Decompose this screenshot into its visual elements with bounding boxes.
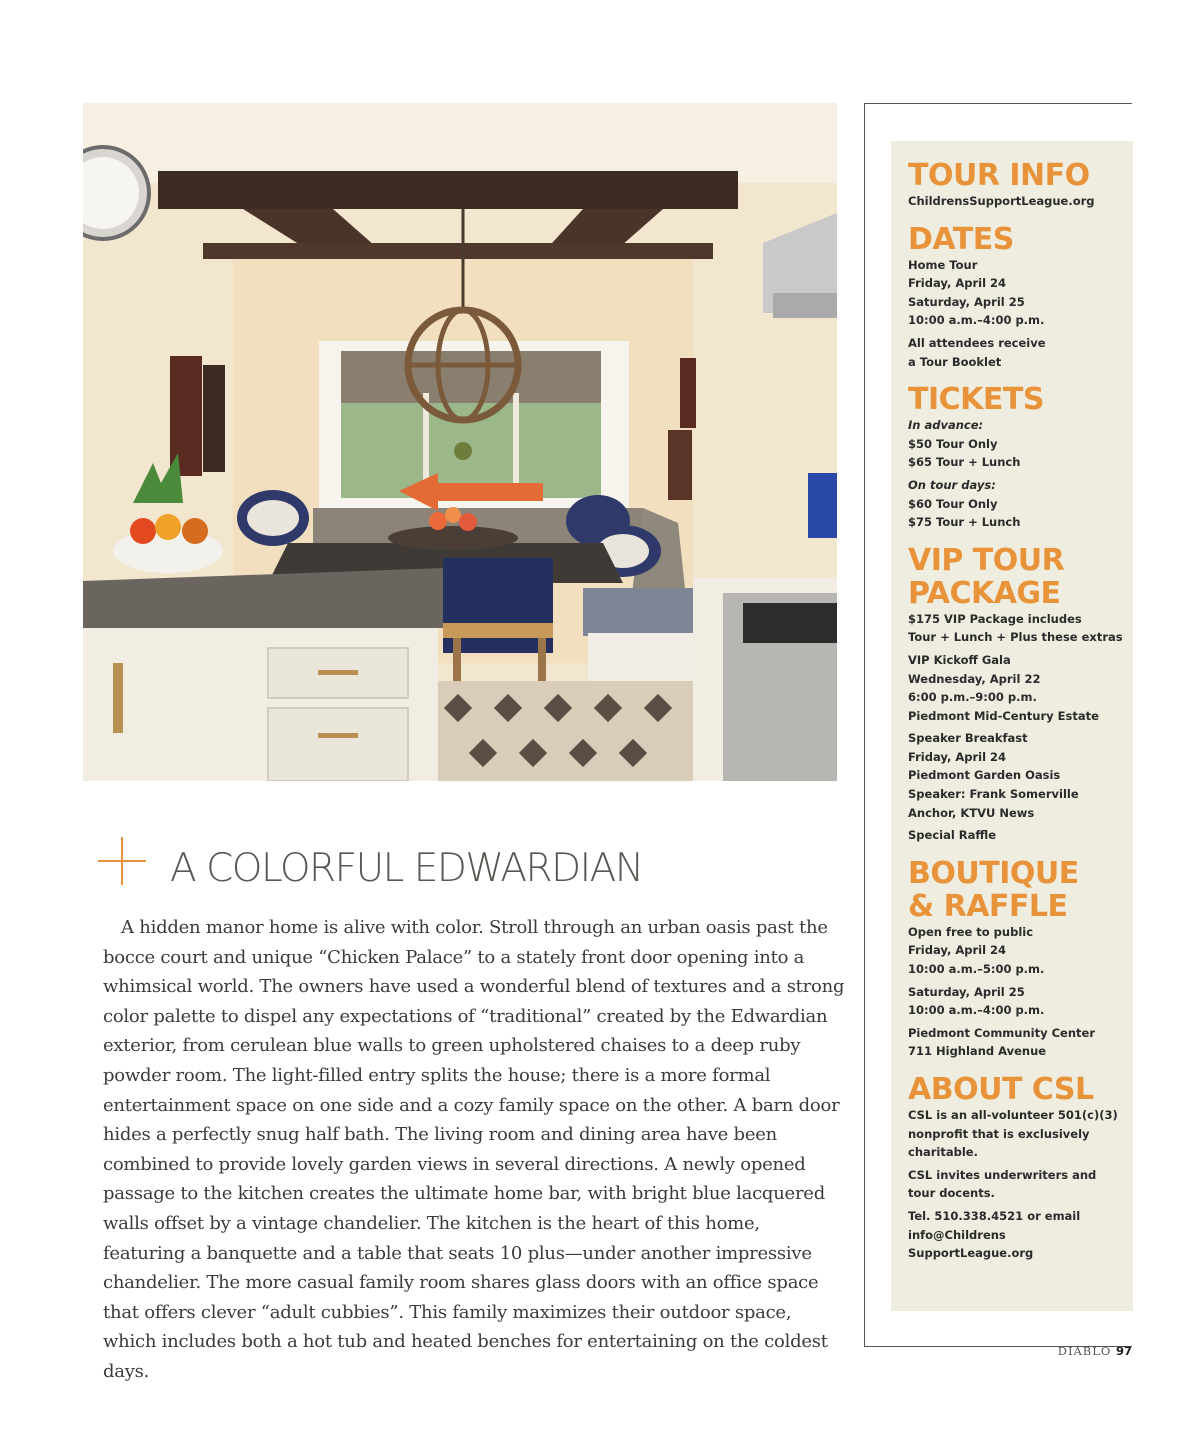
vip-gala-3: 6:00 p.m.–9:00 p.m.: [908, 690, 1037, 705]
dates-day-1: Friday, April 24: [908, 276, 1007, 291]
tickets-advance-2: $65 Tour + Lunch: [908, 455, 1021, 470]
about-line-b1: CSL invites underwriters and: [908, 1167, 1097, 1182]
tour-info-section: [908, 159, 1123, 211]
tour-info-sidebar: [891, 141, 1133, 1311]
dates-note-2: a Tour Booklet: [908, 354, 1002, 369]
about-line-a2: nonprofit that is exclusively: [908, 1126, 1090, 1141]
vip-gala-2: Wednesday, April 22: [908, 671, 1041, 686]
kitchen-illustration: [83, 103, 837, 781]
dates-day-2: Saturday, April 25: [908, 294, 1025, 309]
vip-heading-line-2: PACKAGE: [908, 575, 1061, 611]
vip-gala-1: VIP Kickoff Gala: [908, 652, 1011, 667]
tickets-advance-1: $50 Tour Only: [908, 436, 998, 451]
about-line-a3: charitable.: [908, 1145, 978, 1160]
boutique-line-1: Open free to public: [908, 924, 1034, 939]
tour-info-heading: TOUR INFO: [908, 158, 1090, 193]
dates-hours: 10:00 a.m.–4:00 p.m.: [908, 313, 1045, 328]
about-contact-email-2[interactable]: SupportLeague.org: [908, 1246, 1034, 1261]
about-line-b2: tour docents.: [908, 1186, 995, 1201]
boutique-heading-line-1: BOUTIQUE: [908, 855, 1079, 891]
vip-breakfast-2: Friday, April 24: [908, 749, 1007, 764]
vip-breakfast-4: Speaker: Frank Somerville: [908, 787, 1079, 802]
about-contact-email-1[interactable]: info@Childrens: [908, 1227, 1006, 1242]
page-number: 97: [1115, 1344, 1132, 1358]
boutique-section: [908, 857, 1123, 1061]
vip-heading-line-1: VIP TOUR: [908, 542, 1065, 578]
dates-note-1: All attendees receive: [908, 335, 1046, 350]
tour-website-link[interactable]: ChildrensSupportLeague.org: [908, 194, 1095, 208]
about-contact-phone: Tel. 510.338.4521 or email: [908, 1208, 1081, 1223]
boutique-line-5: 10:00 a.m.–4:00 p.m.: [908, 1003, 1045, 1018]
tickets-advance-label: In advance:: [908, 418, 984, 433]
vip-raffle: Special Raffle: [908, 828, 997, 843]
dates-home-tour: Home Tour: [908, 257, 978, 272]
article-body: A hidden manor home is alive with color. Stroll through an urban oasis past the bocce court and unique “Chicken Palace” to a stately front door opening into a whimsical world. The owners have used a wonderful blend of textures and a strong color palette to dispel any expectations of “traditional” created by the Edwardian exterior, from cerulean blue walls to green upholstered chaises to a deep ruby powder room. The light-filled entry splits the house; there is a more formal entertainment space on one side and a cozy family space on the other. A barn door hides a perfectly snug half bath. The living room and dining area have been combined to provide lovely garden views in several directions. A newly opened passage to the kitchen creates the ultimate home bar, with bright blue lacquered walls offset by a vintage chandelier. The kitchen is the heart of this home, featuring a banquette and a table that seats 10 plus—under another impressive chandelier. The more casual family room shares glass doors with an office space that offers clever “adult cubbies”. This family maximizes their outdoor space, which includes both a hot tub and heated benches for entertaining on the coldest days.: [103, 917, 845, 1382]
vip-intro-1: $175 VIP Package includes: [908, 611, 1082, 626]
dates-heading: DATES: [908, 221, 1014, 257]
tickets-heading: TICKETS: [908, 382, 1044, 418]
about-line-a1: CSL is an all-volunteer 501(c)(3): [908, 1108, 1118, 1122]
boutique-line-7: 711 Highland Avenue: [908, 1044, 1047, 1059]
about-section: [908, 1073, 1123, 1263]
vip-intro-2: Tour + Lunch + Plus these extras: [908, 630, 1123, 645]
boutique-line-4: Saturday, April 25: [908, 984, 1025, 999]
vip-gala-4: Piedmont Mid-Century Estate: [908, 708, 1099, 723]
article-headline: A COLORFUL EDWARDIAN: [170, 846, 643, 891]
vip-breakfast-3: Piedmont Garden Oasis: [908, 768, 1061, 783]
vip-breakfast-5: Anchor, KTVU News: [908, 805, 1035, 820]
magazine-name: DIABLO: [1057, 1344, 1112, 1358]
vip-breakfast-1: Speaker Breakfast: [908, 731, 1028, 746]
plus-icon: [98, 837, 146, 885]
page-folio: [1058, 1344, 1132, 1358]
boutique-line-6: Piedmont Community Center: [908, 1025, 1095, 1040]
tickets-tourday-1: $60 Tour Only: [908, 496, 998, 511]
tickets-section: [908, 383, 1123, 532]
boutique-line-2: Friday, April 24: [908, 943, 1007, 958]
tickets-tourday-2: $75 Tour + Lunch: [908, 515, 1021, 530]
dates-section: [908, 223, 1123, 372]
boutique-line-3: 10:00 a.m.–5:00 p.m.: [908, 962, 1045, 977]
kitchen-photo: [83, 103, 837, 781]
vip-section: [908, 544, 1123, 845]
about-heading: ABOUT CSL: [908, 1072, 1094, 1107]
tickets-tourday-label: On tour days:: [908, 477, 996, 492]
boutique-heading-line-2: & RAFFLE: [908, 888, 1068, 924]
